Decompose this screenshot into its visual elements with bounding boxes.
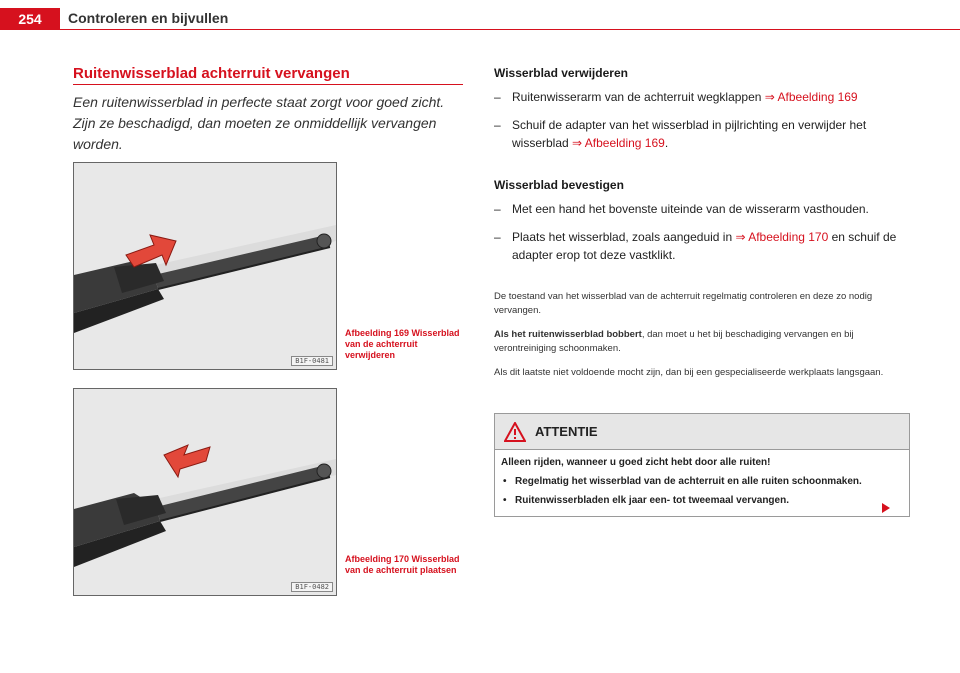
- warning-header: [495, 414, 909, 450]
- remove-step-1: – Ruitenwisserarm van de achterruit wegklappen ⇒ Afbeelding 169: [494, 90, 858, 104]
- figure-170-link[interactable]: ⇒ Afbeelding 170: [735, 230, 829, 244]
- wiper-attach-illustration: [74, 389, 336, 595]
- figure-169: [73, 162, 337, 370]
- warning-box: [494, 413, 910, 517]
- figure-169-link[interactable]: ⇒ Afbeelding 169: [572, 136, 665, 150]
- figure-code: B1F-0481: [291, 356, 333, 366]
- note-paragraph-2: Als het ruitenwisserblad bobbert, dan moet u het bij beschadiging vervangen en bij verontreiniging schoonmaken.: [494, 329, 854, 354]
- remove-heading: Wisserblad verwijderen: [494, 66, 628, 80]
- attach-step-1: – Met een hand het bovenste uiteinde van de wisserarm vasthouden.: [494, 202, 869, 216]
- note-paragraph-1: De toestand van het wisserblad van de achterruit regelmatig controleren en deze zo nodig vervangen.: [494, 291, 873, 316]
- attach-section: [494, 178, 914, 264]
- warning-title: ATTENTIE: [535, 424, 598, 439]
- section-title: Ruitenwisserblad achterruit vervangen: [73, 65, 350, 82]
- warning-triangle-icon: [504, 422, 526, 442]
- section-rule: [73, 84, 463, 85]
- figure-170: [73, 388, 337, 596]
- section-intro: Een ruitenwisserblad in perfecte staat zorgt voor goed zicht. Zijn ze beschadigd, dan moeten ze onmiddellijk vervangen worden.: [73, 94, 445, 152]
- remove-section: [494, 66, 914, 152]
- attach-step-2: – Plaats het wisserblad, zoals aangeduid in ⇒ Afbeelding 170 en schuif de adapter erop tot deze vastklikt.: [494, 230, 897, 262]
- remove-step-2: – Schuif de adapter van het wisserblad in pijlrichting en verwijder het wisserblad ⇒ Afbeelding 169.: [494, 118, 867, 150]
- warning-bullet: • Regelmatig het wisserblad van de achterruit en alle ruiten schoonmaken.: [503, 476, 862, 487]
- running-header-title: Controleren en bijvullen: [68, 10, 229, 26]
- note-paragraph-3: Als dit laatste niet voldoende mocht zijn, dan bij een gespecialiseerde werkplaats langsgaan.: [494, 367, 884, 378]
- figure-169-link[interactable]: ⇒ Afbeelding 169: [764, 90, 858, 104]
- page-number: 254: [0, 8, 60, 30]
- warning-line: Alleen rijden, wanneer u goed zicht hebt door alle ruiten!: [501, 457, 771, 468]
- warning-body: [495, 450, 909, 507]
- warning-bullet: • Ruitenwisserbladen elk jaar een- tot tweemaal vervangen.: [503, 495, 789, 506]
- header-rule: [60, 29, 960, 30]
- continue-arrow-icon: [882, 503, 890, 513]
- figure-170-caption: Afbeelding 170 Wisserblad van de achterruit plaatsen: [345, 554, 460, 575]
- figure-code: B1F-0482: [291, 582, 333, 592]
- attach-heading: Wisserblad bevestigen: [494, 178, 624, 192]
- wiper-removal-illustration: [74, 163, 336, 369]
- figure-169-caption: Afbeelding 169 Wisserblad van de achterruit verwijderen: [345, 328, 460, 360]
